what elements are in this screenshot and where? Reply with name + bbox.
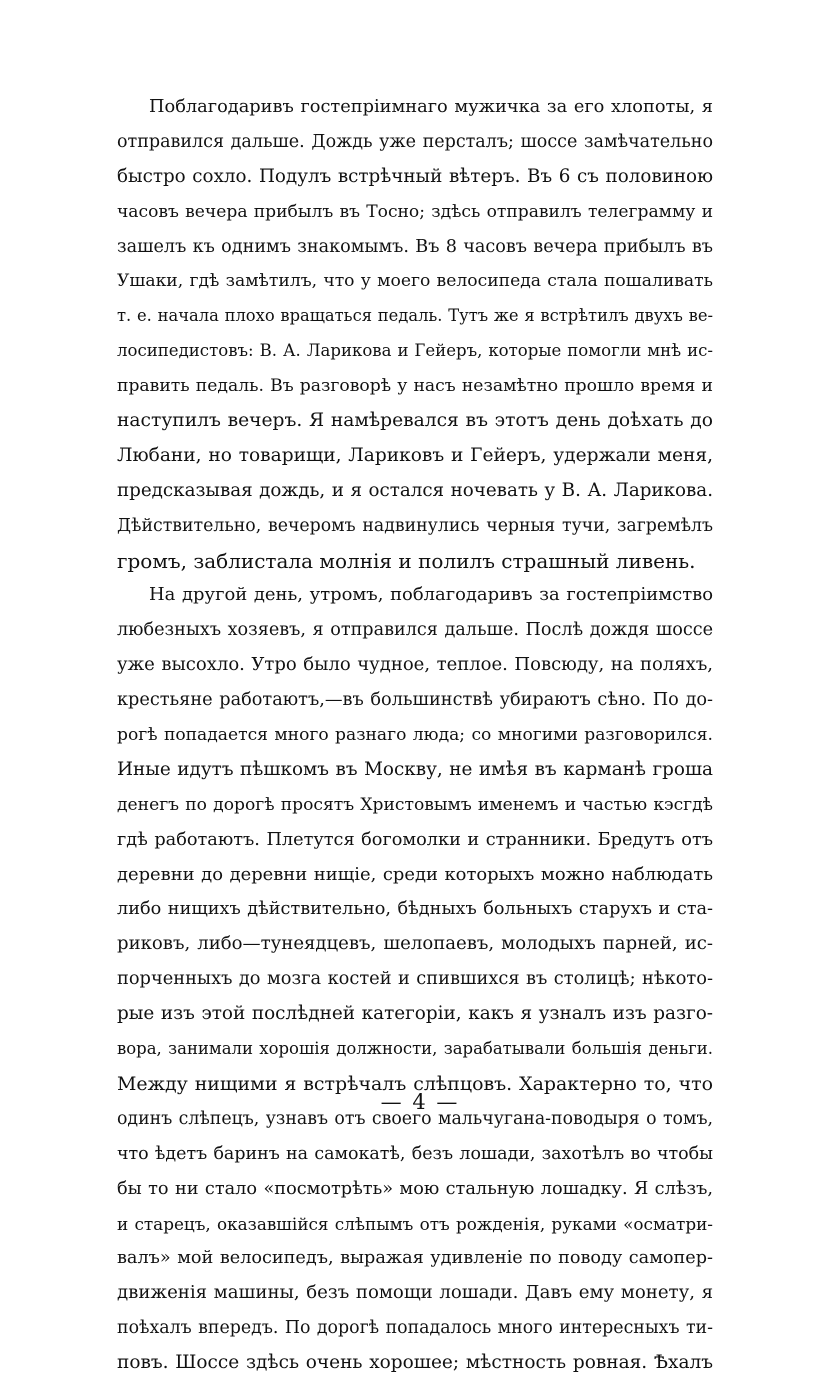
text-line: деревни до деревни нищіе, среди которыхъ можно наблюдать: [117, 863, 713, 885]
text-line: быстро сохло. Подулъ встрѣчный вѣтеръ. Въ 6 съ половиною: [117, 165, 713, 187]
text-line: поѣхалъ впередъ. По дорогѣ попадалось много интересныхъ ти-: [117, 1318, 713, 1339]
text-line: предсказывая дождь, и я остался ночевать у В. А. Ларикова.: [117, 479, 713, 501]
text-line: гдѣ работаютъ. Плетутся богомолки и странники. Бредутъ отъ: [117, 829, 713, 850]
text-line: валъ» мой велосипедъ, выражая удивленіе по поводу самопер-: [117, 1248, 713, 1269]
text-line: На другой день, утромъ, поблагодаривъ за гостепріимство: [149, 584, 713, 606]
text-line: и старецъ, оказавшійся слѣпымъ отъ рожденія, руками «осматри-: [117, 1213, 713, 1234]
text-line: вора, занимали хорошія должности, зарабатывали большія деньги.: [117, 1039, 713, 1059]
text-line: крестьяне работаютъ,—въ большинствѣ убираютъ сѣно. По до-: [117, 690, 713, 711]
text-line: одинъ слѣпецъ, узнавъ отъ своего мальчугана-поводыря о томъ,: [117, 1108, 713, 1129]
text-line: Между нищими я встрѣчалъ слѣпцовъ. Характерно то, что: [117, 1072, 713, 1095]
text-line: что ѣдетъ баринъ на самокатѣ, безъ лошади, захотѣлъ во чтобы: [117, 1143, 713, 1164]
text-line: риковъ, либо—тунеядцевъ, шелопаевъ, молодыхъ парней, ис-: [117, 933, 713, 955]
text-line: порченныхъ до мозга костей и спившихся въ столицѣ; нѣкото-: [117, 968, 713, 990]
text-line: бы то ни стало «посмотрѣть» мою стальную лошадку. Я слѣзъ,: [117, 1178, 713, 1199]
text-line: любезныхъ хозяевъ, я отправился дальше. Послѣ дождя шоссе: [117, 620, 713, 641]
text-line: отправился дальше. Дождь уже персталъ; шоссе замѣчательно: [117, 131, 713, 152]
text-line: Поблагодаривъ гостепріимнаго мужичка за его хлопоты, я: [149, 97, 713, 117]
text-line: править педаль. Въ разговорѣ у насъ незамѣтно прошло время и: [117, 376, 713, 397]
text-line: либо нищихъ дѣйствительно, бѣдныхъ больныхъ старухъ и ста-: [117, 899, 713, 920]
page-number: — 4 —: [380, 1090, 460, 1114]
text-line: денегъ по дорогѣ просятъ Христовымъ именемъ и частью кэсгдѣ: [117, 794, 713, 815]
text-line: Ушаки, гдѣ замѣтилъ, что у моего велосипеда стала пошаливать: [117, 271, 713, 292]
text-line: лосипедистовъ: В. А. Ларикова и Гейеръ, которые помогли мнѣ ис-: [117, 341, 713, 361]
text-line: т. е. начала плохо вращаться педаль. Тутъ же я встрѣтилъ двухъ ве-: [117, 306, 713, 326]
text-line: рогѣ попадается много разнаго люда; со многими разговорился.: [117, 725, 713, 746]
text-line: Иные идутъ пѣшкомъ въ Москву, не имѣя въ карманѣ гроша: [117, 758, 713, 780]
text-line: движенія машины, безъ помощи лошади. Давъ ему монету, я: [117, 1282, 713, 1304]
text-line: наступилъ вечеръ. Я намѣревался въ этотъ день доѣхать до: [117, 410, 713, 432]
text-line: часовъ вечера прибылъ въ Тосно; здѣсь отправилъ телеграмму и: [117, 201, 713, 222]
text-line: зашелъ къ однимъ знакомымъ. Въ 8 часовъ вечера прибылъ въ: [117, 236, 713, 257]
text-line: уже высохло. Утро было чудное, теплое. Повсюду, на поляхъ,: [117, 654, 713, 676]
text-line: громъ, заблистала молнія и полилъ страшный ливень.: [117, 548, 696, 573]
text-line: повъ. Шоссе здѣсь очень хорошее; мѣстность ровная. Ѣхалъ: [117, 1352, 713, 1374]
body-text: [117, 90, 713, 1381]
text-line: рые изъ этой послѣдней категоріи, какъ я узналъ изъ разго-: [117, 1003, 713, 1025]
text-line: Дѣйствительно, вечеромъ надвинулись черныя тучи, загремѣлъ: [117, 515, 713, 536]
text-line: Любани, но товарищи, Лариковъ и Гейеръ, удержали меня,: [117, 444, 713, 466]
